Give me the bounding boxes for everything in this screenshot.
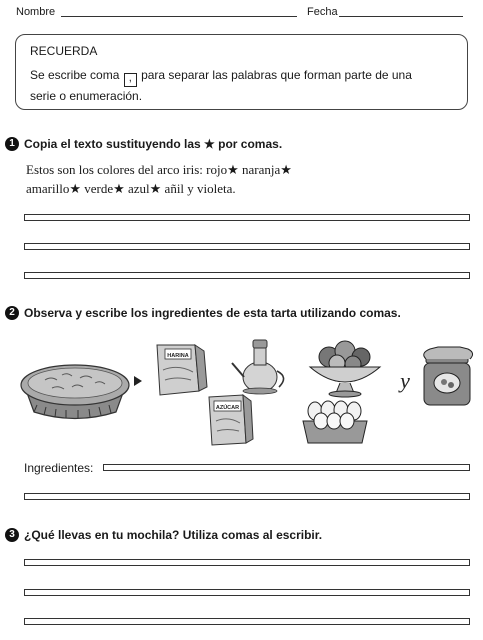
jam-jar-image: [424, 347, 473, 405]
fruit-bowl-image: [310, 341, 380, 397]
question-3-instruction: ¿Qué llevas en tu mochila? Utiliza comas al escribir.: [24, 528, 323, 542]
recuerda-title: RECUERDA: [30, 44, 98, 58]
question-3-answer-line-3[interactable]: [24, 618, 470, 625]
recuerda-text: [30, 66, 440, 105]
question-1-answer-line-1[interactable]: [24, 214, 470, 221]
question-1-instruction: Copia el texto sustituyendo las ★ por comas.: [24, 137, 283, 151]
question-3-number: 3: [5, 528, 19, 542]
recuerda-text-before: Se escribe coma: [30, 68, 120, 82]
question-2-number: 2: [5, 306, 19, 320]
sugar-bag-image: [209, 395, 253, 445]
sugar-label: AZÚCAR: [215, 405, 240, 411]
question-1-passage-line-2: amarillo★ verde★ azul★ añil y violeta.: [26, 181, 236, 196]
comma-symbol-box: ,: [124, 73, 137, 87]
question-2-instruction: Observa y escribe los ingredientes de esta tarta utilizando comas.: [24, 306, 401, 320]
date-field[interactable]: [339, 16, 463, 17]
flour-label: HARINA: [167, 353, 189, 359]
recuerda-box: [15, 34, 468, 110]
date-label: Fecha: [307, 6, 338, 18]
flour-bag-image: [157, 345, 207, 395]
ingredients-illustration: [0, 325, 483, 450]
oil-cruet-image: [232, 340, 284, 394]
question-1-number: 1: [5, 137, 19, 151]
recuerda-text-after: para separar las palabras que forman parte de una serie o enumeración.: [30, 68, 412, 103]
ingredients-answer-line-1[interactable]: [103, 464, 470, 471]
name-field[interactable]: [61, 16, 297, 17]
question-3-answer-line-1[interactable]: [24, 559, 470, 566]
pie-image: [21, 365, 129, 419]
question-1-answer-line-3[interactable]: [24, 272, 470, 279]
egg-carton-image: [303, 401, 367, 443]
ingredients-label: Ingredientes:: [24, 461, 94, 475]
name-label: Nombre: [16, 6, 56, 18]
arrow-icon: [134, 376, 142, 386]
question-1-passage-line-1: Estos son los colores del arco iris: rojo★ naranja★: [26, 162, 292, 177]
conjunction-y: y: [400, 368, 410, 393]
ingredients-answer-line-2[interactable]: [24, 493, 470, 500]
question-1-answer-line-2[interactable]: [24, 243, 470, 250]
question-3-answer-line-2[interactable]: [24, 589, 470, 596]
